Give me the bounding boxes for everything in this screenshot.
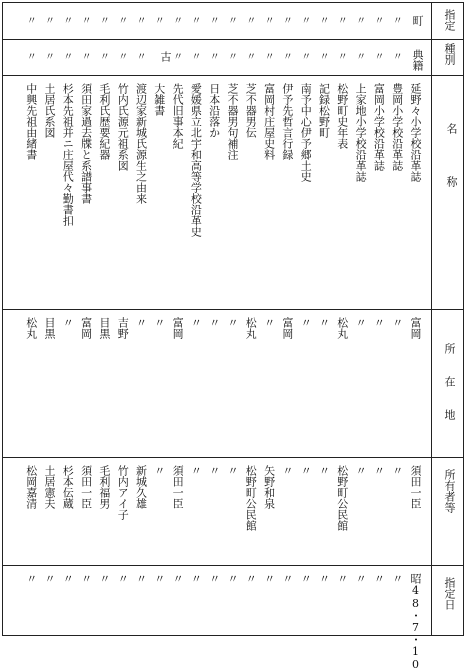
record-location: 吉野 bbox=[116, 317, 130, 339]
record-name: 豊岡小学校沿革誌 bbox=[390, 83, 404, 171]
record-date: 〃 bbox=[244, 573, 258, 584]
record-location: 〃 bbox=[189, 317, 203, 328]
header-type: 種別 bbox=[443, 43, 456, 65]
header-date: 指定日 bbox=[443, 577, 456, 610]
record-owner: 須田一臣 bbox=[171, 465, 185, 509]
record-owner: 竹内アイ子 bbox=[116, 465, 130, 520]
record-date: 昭48・7・10 bbox=[409, 573, 422, 671]
record-date: 〃 bbox=[207, 573, 221, 584]
record-date: 〃 bbox=[97, 573, 111, 584]
type-note-first: 典籍 bbox=[411, 49, 424, 71]
record-name: 愛媛県立北宇和高等学校沿革史 bbox=[189, 83, 203, 237]
ditto-mark: 〃 bbox=[209, 16, 220, 27]
ditto-mark: 〃 bbox=[228, 16, 238, 27]
record-name: 渡辺家新城氏源生之由来 bbox=[134, 83, 148, 204]
record-owner: 〃 bbox=[207, 465, 221, 476]
record-name: 富岡村庄屋史料 bbox=[262, 83, 276, 160]
ditto-mark: 〃 bbox=[337, 52, 348, 63]
record-name: 竹内氏源元祖系図 bbox=[116, 83, 130, 171]
ditto-mark: 〃 bbox=[45, 16, 55, 27]
record-location: 目黒 bbox=[97, 317, 111, 339]
ditto-mark: 〃 bbox=[319, 16, 330, 27]
ditto-mark: 〃 bbox=[26, 16, 37, 27]
record-owner: 〃 bbox=[317, 465, 331, 476]
record-date: 〃 bbox=[280, 573, 294, 584]
record-name: 延野々小学校沿革誌 bbox=[409, 83, 422, 182]
record-date: 〃 bbox=[24, 573, 38, 584]
record-location: 富岡 bbox=[79, 317, 93, 339]
ditto-mark: 〃 bbox=[173, 16, 184, 27]
record-name: 芝不器男伝 bbox=[244, 83, 258, 138]
ditto-mark: 〃 bbox=[356, 52, 367, 63]
record-name: 芝不器男句補注 bbox=[226, 83, 239, 160]
ditto-mark: 〃 bbox=[264, 16, 275, 27]
record-owner: 土居憲夫 bbox=[43, 465, 56, 509]
ditto-mark: 〃 bbox=[63, 52, 74, 63]
record-location: 富岡 bbox=[280, 317, 294, 339]
record-name: 杉本先祖并ニ庄屋代々勤書扣 bbox=[61, 83, 75, 226]
ditto-mark: 〃 bbox=[118, 52, 129, 63]
record-date: 〃 bbox=[317, 573, 331, 584]
record-name: 南予中心伊予郷土史 bbox=[299, 83, 313, 182]
record-owner: 杉本伝蔵 bbox=[61, 465, 75, 509]
ditto-mark: 〃 bbox=[136, 52, 147, 63]
ditto-mark: 〃 bbox=[136, 16, 147, 27]
ditto-mark: 〃 bbox=[118, 16, 129, 27]
record-location: 〃 bbox=[354, 317, 368, 328]
record-date: 〃 bbox=[171, 573, 185, 584]
record-location: 富岡 bbox=[171, 317, 185, 339]
record-owner: 毛利福男 bbox=[97, 465, 111, 509]
header-name: 名称 bbox=[445, 123, 458, 229]
record-location: 〃 bbox=[152, 317, 166, 328]
ditto-mark: 〃 bbox=[301, 52, 312, 63]
record-location: 〃 bbox=[390, 317, 404, 328]
record-name: 上家地小学校沿革誌 bbox=[354, 83, 368, 182]
record-name: 記録松野町 bbox=[317, 83, 331, 138]
ditto-mark: 〃 bbox=[63, 16, 74, 27]
record-location: 富岡 bbox=[409, 317, 422, 339]
ditto-mark: 〃 bbox=[319, 52, 330, 63]
record-owner: 〃 bbox=[152, 465, 166, 476]
record-owner: 〃 bbox=[189, 465, 203, 476]
type-note-mid: 古 bbox=[159, 51, 172, 62]
ditto-mark: 〃 bbox=[173, 52, 184, 63]
record-location: 〃 bbox=[134, 317, 148, 328]
ditto-mark: 〃 bbox=[99, 16, 110, 27]
ditto-mark: 〃 bbox=[191, 52, 202, 63]
ditto-mark: 〃 bbox=[392, 16, 403, 27]
header-designation: 指定 bbox=[443, 9, 456, 31]
row-divider bbox=[3, 39, 463, 40]
ditto-mark: 〃 bbox=[99, 52, 110, 63]
record-name: 大雑書 bbox=[152, 83, 166, 116]
record-location: 松丸 bbox=[24, 317, 38, 339]
record-name: 松野町史年表 bbox=[335, 83, 349, 149]
row-divider bbox=[3, 75, 463, 76]
record-owner: 須田一臣 bbox=[79, 465, 93, 509]
record-date: 〃 bbox=[226, 573, 239, 584]
record-owner: 松野町公民館 bbox=[335, 465, 349, 531]
record-name: 須田家過去牒と系譜事書 bbox=[79, 83, 93, 204]
record-location: 〃 bbox=[262, 317, 276, 328]
ditto-mark: 〃 bbox=[154, 16, 165, 27]
ditto-mark: 〃 bbox=[337, 16, 348, 27]
ditto-mark: 〃 bbox=[374, 52, 385, 63]
record-name: 日本沿落か bbox=[207, 83, 221, 138]
record-location: 〃 bbox=[61, 317, 75, 328]
record-date: 〃 bbox=[134, 573, 148, 584]
record-owner: 松岡嘉清 bbox=[24, 465, 38, 509]
ditto-mark: 〃 bbox=[282, 52, 293, 63]
ditto-mark: 〃 bbox=[246, 16, 257, 27]
record-location: 〃 bbox=[317, 317, 331, 328]
record-owner: 須田一臣 bbox=[409, 465, 422, 509]
record-date: 〃 bbox=[299, 573, 313, 584]
ditto-mark: 〃 bbox=[81, 16, 92, 27]
record-name: 伊予先哲言行録 bbox=[280, 83, 294, 160]
record-owner: 新城久雄 bbox=[134, 465, 148, 509]
row-divider bbox=[3, 565, 463, 566]
record-date: 〃 bbox=[152, 573, 166, 584]
row-divider bbox=[3, 309, 463, 310]
record-date: 〃 bbox=[390, 573, 404, 584]
ditto-mark: 〃 bbox=[301, 16, 312, 27]
ditto-mark: 〃 bbox=[392, 52, 403, 63]
record-date: 〃 bbox=[79, 573, 93, 584]
record-location: 松丸 bbox=[244, 317, 258, 339]
ditto-mark: 〃 bbox=[356, 16, 367, 27]
record-date: 〃 bbox=[335, 573, 349, 584]
record-owner: 〃 bbox=[299, 465, 313, 476]
record-owner: 〃 bbox=[372, 465, 386, 476]
record-name: 土居氏系図 bbox=[43, 83, 56, 138]
record-name: 富岡小学校沿革誌 bbox=[372, 83, 386, 171]
record-location: 〃 bbox=[207, 317, 221, 328]
record-date: 〃 bbox=[372, 573, 386, 584]
record-date: 〃 bbox=[354, 573, 368, 584]
record-location: 〃 bbox=[226, 317, 239, 328]
row-divider bbox=[3, 457, 463, 458]
record-owner: 〃 bbox=[390, 465, 404, 476]
record-date: 〃 bbox=[61, 573, 75, 584]
ditto-mark: 〃 bbox=[282, 16, 293, 27]
record-owner: 〃 bbox=[226, 465, 239, 476]
designation-table bbox=[2, 2, 464, 671]
ditto-mark: 〃 bbox=[191, 16, 202, 27]
record-owner: 〃 bbox=[280, 465, 294, 476]
header-owner: 所有者等 bbox=[443, 469, 456, 513]
ditto-mark: 〃 bbox=[374, 16, 385, 27]
record-owner: 〃 bbox=[354, 465, 368, 476]
ditto-mark: 〃 bbox=[45, 52, 55, 63]
record-owner: 矢野和泉 bbox=[262, 465, 276, 509]
ditto-mark: 〃 bbox=[81, 52, 92, 63]
record-name: 中興先祖由緒書 bbox=[24, 83, 38, 160]
record-location: 〃 bbox=[299, 317, 313, 328]
record-name: 先代旧事本紀 bbox=[171, 83, 185, 149]
designation-note: 町 bbox=[411, 15, 424, 26]
ditto-mark: 〃 bbox=[228, 52, 238, 63]
record-owner: 松野町公民館 bbox=[244, 465, 258, 531]
ditto-mark: 〃 bbox=[209, 52, 220, 63]
record-location: 目黒 bbox=[43, 317, 56, 339]
ditto-mark: 〃 bbox=[26, 52, 37, 63]
record-date: 〃 bbox=[43, 573, 56, 584]
record-location: 〃 bbox=[372, 317, 386, 328]
ditto-mark: 〃 bbox=[264, 52, 275, 63]
record-location: 松丸 bbox=[335, 317, 349, 339]
header-divider bbox=[431, 3, 432, 635]
record-date: 〃 bbox=[116, 573, 130, 584]
record-name: 毛利氏歴要紀器 bbox=[97, 83, 111, 160]
record-date: 〃 bbox=[262, 573, 276, 584]
record-date: 〃 bbox=[189, 573, 203, 584]
ditto-mark: 〃 bbox=[246, 52, 257, 63]
header-location: 所在地 bbox=[443, 343, 456, 442]
